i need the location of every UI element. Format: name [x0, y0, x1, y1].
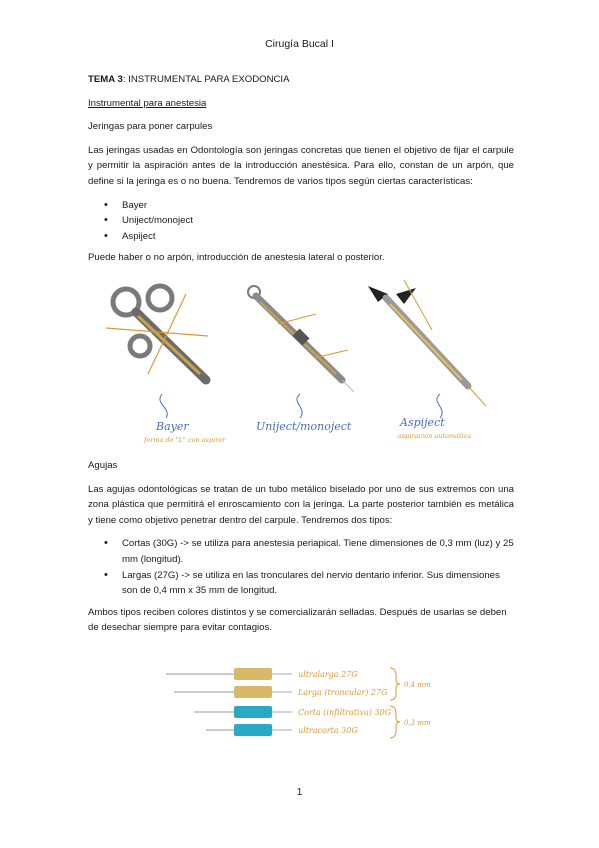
aspiject-sublabel: aspiración automática — [398, 431, 472, 440]
syringe-illustration — [88, 276, 514, 448]
topic-label: TEMA 3 — [88, 74, 123, 85]
needle-corta — [194, 706, 292, 718]
note-arpon: Puede haber o no arpón, introducción de anestesia lateral o posterior. — [88, 252, 385, 264]
closing-paragraph: Ambos tipos reciben colores distintos y se comercializarán selladas. Después de usarlas se deben de desechar siempre para evitar contagios. — [88, 606, 507, 634]
list-item: • Bayer — [122, 198, 514, 214]
list-item: • Uniject/monoject — [122, 213, 514, 229]
bayer-syringe-image — [106, 286, 208, 418]
needle-illustration — [88, 658, 514, 744]
syringe-type-list — [88, 198, 514, 245]
aspiject-label: Aspiject — [400, 415, 445, 429]
needle-ultralarga — [166, 668, 292, 680]
bayer-label: Bayer — [156, 419, 189, 433]
page-number: 1 — [296, 787, 303, 798]
list-item: • Largas (27G) -> se utiliza en las tronculares del nervio dentario inferior. Sus dimensiones son de 0,4 mm x 35 mm de longitud. — [122, 568, 514, 599]
needle-figure — [88, 658, 514, 744]
list-item: • Aspiject — [122, 229, 514, 245]
section-heading-agujas: Agujas — [88, 459, 118, 471]
page-content — [88, 72, 514, 744]
needle-larga — [174, 686, 292, 698]
paragraph-agujas: Las agujas odontológicas se tratan de un tubo metálico biselado por uno de sus extremos con una zona plástica que permitirá el enroscamiento con la jeringa. La parte posterior también es metálica y tiene como objetivo penetrar dentro del carpule. Tendremos dos tipos: — [88, 483, 514, 526]
needle-label-corta: Corta (infiltrativa) 30G — [298, 707, 392, 717]
topic-title — [88, 72, 514, 88]
uniject-label: Uniject/monoject — [256, 419, 352, 433]
needle-type-list — [88, 536, 514, 598]
subheading-jeringas: Jeringas para poner carpules — [88, 121, 213, 133]
page-header: Cirugía Bucal I — [265, 38, 334, 50]
bracket-label-03: 0,3 mm — [404, 718, 431, 727]
needle-label-larga: Larga (troncular) 27G — [298, 687, 388, 697]
bayer-sublabel: forma de "L" con aspirar — [144, 435, 226, 444]
needle-label-ultralarga: ultralarga 27G — [298, 669, 358, 679]
section-heading-anestesia: Instrumental para anestesia — [88, 97, 207, 109]
paragraph-jeringas: Las jeringas usadas en Odontología son jeringas concretas que tienen el objetivo de fijar el carpule y permitir la aspiración antes de la introducción anestésica. Para ello, constan de un arpón, que define si la jeringa es o no buena. Tendremos de varios tipos según ciertas características: — [88, 144, 514, 187]
aspiject-syringe-image — [368, 280, 486, 418]
needle-ultracorta — [206, 724, 292, 736]
bracket-label-04: 0,4 mm — [404, 680, 431, 689]
topic-text: : INSTRUMENTAL PARA EXODONCIA — [122, 74, 290, 85]
list-item: • Cortas (30G) -> se utiliza para anestesia periapical. Tiene dimensiones de 0,3 mm (luz) y 25 mm (longitud). — [122, 536, 514, 567]
needle-label-ultracorta: ultracorta 30G — [298, 725, 358, 735]
syringe-figure — [88, 276, 514, 448]
uniject-syringe-image — [248, 286, 354, 418]
